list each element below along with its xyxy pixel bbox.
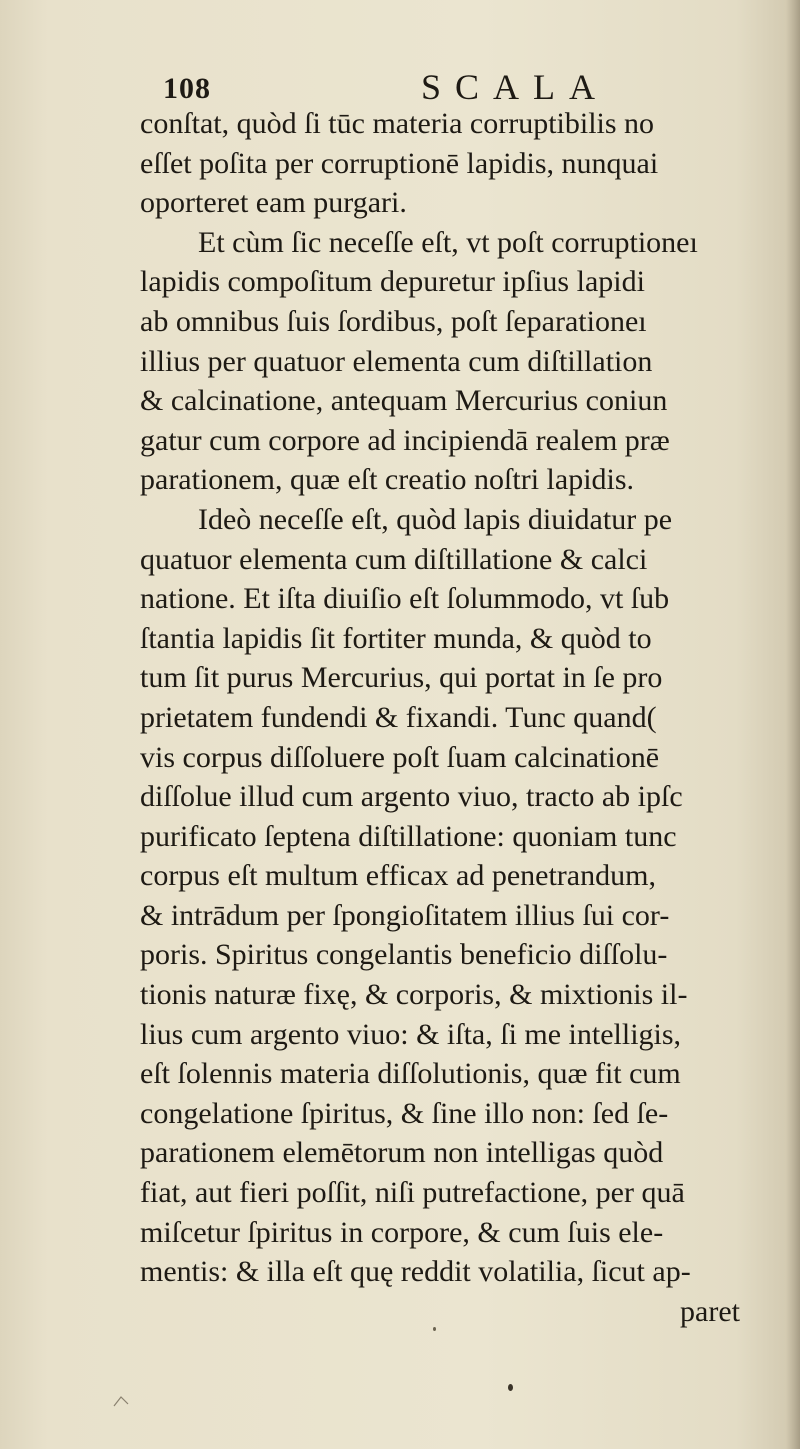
catchword: paret — [680, 1294, 740, 1328]
page-edge-shadow — [786, 0, 800, 1449]
text-line: lapidis compoſitum depuretur ipſius lapidi — [140, 265, 645, 299]
text-line: miſcetur ſpiritus in corpore, & cum ſuis ele- — [140, 1215, 664, 1249]
page-number: 108 — [163, 72, 211, 105]
text-line: tum ſit purus Mercurius, qui portat in ſe pro — [140, 661, 663, 695]
body-text — [140, 104, 780, 1331]
paragraph-start-line: Ideò neceſſe eſt, quòd lapis diuidatur pe — [198, 502, 673, 536]
paragraph-start-line: Et cùm ſic neceſſe eſt, vt poſt corruptioneı — [198, 225, 698, 259]
text-line: purificato ſeptena diſtillatione: quoniam tunc — [140, 819, 677, 853]
text-line: poris. Spiritus congelantis beneficio diſſolu- — [140, 938, 668, 972]
text-line: lius cum argento viuo: & iſta, ſi me intelligis, — [140, 1017, 682, 1051]
text-line: corpus eſt multum efficax ad penetrandum, — [140, 859, 656, 893]
text-line: & intrādum per ſpongioſitatem illius ſui cor- — [140, 898, 670, 932]
text-line: fiat, aut fieri poſſit, niſi putrefactione, per quā — [140, 1176, 685, 1210]
text-line: eſt ſolennis materia diſſolutionis, quæ fit cum — [140, 1057, 681, 1091]
text-line: parationem, quæ eſt creatio noſtri lapidis. — [140, 463, 635, 497]
text-line: quatuor elementa cum diſtillatione & calci — [140, 542, 648, 576]
ink-speck — [508, 1384, 513, 1391]
text-line: prietatem fundendi & fixandi. Tunc quand( — [140, 700, 657, 734]
pencil-mark-icon — [112, 1394, 132, 1408]
text-line: ſtantia lapidis ſit fortiter munda, & quòd to — [140, 621, 652, 655]
text-line: congelatione ſpiritus, & ſine illo non: ſed ſe- — [140, 1096, 669, 1130]
text-line: parationem elemētorum non intelligas quòd — [140, 1136, 664, 1170]
text-line: eſſet poſita per corruptionē lapidis, nunquai — [140, 146, 659, 180]
text-line: mentis: & illa eſt quę reddit volatilia, ſicut ap- — [140, 1255, 691, 1289]
text-line: tionis naturæ fixę, & corporis, & mixtionis il- — [140, 978, 688, 1012]
text-line: natione. Et iſta diuiſio eſt ſolummodo, vt ſub — [140, 582, 670, 616]
text-line: conſtat, quòd ſi tūc materia corruptibilis no — [140, 107, 655, 140]
text-line: gatur cum corpore ad incipiendā realem præ — [140, 423, 670, 457]
text-line: ab omnibus ſuis ſordibus, poſt ſeparationeı — [140, 304, 647, 338]
text-line: diſſolue illud cum argento viuo, tracto ab ipſc — [140, 780, 683, 814]
text-line: illius per quatuor elementa cum diſtillation — [140, 344, 653, 378]
running-title: SCALA — [421, 67, 610, 107]
text-line: & calcinatione, antequam Mercurius coniun — [140, 384, 668, 418]
text-line: vis corpus diſſoluere poſt ſuam calcinationē — [140, 740, 660, 774]
ink-speck — [433, 1327, 436, 1331]
text-line: oporteret eam purgari. — [140, 186, 407, 220]
